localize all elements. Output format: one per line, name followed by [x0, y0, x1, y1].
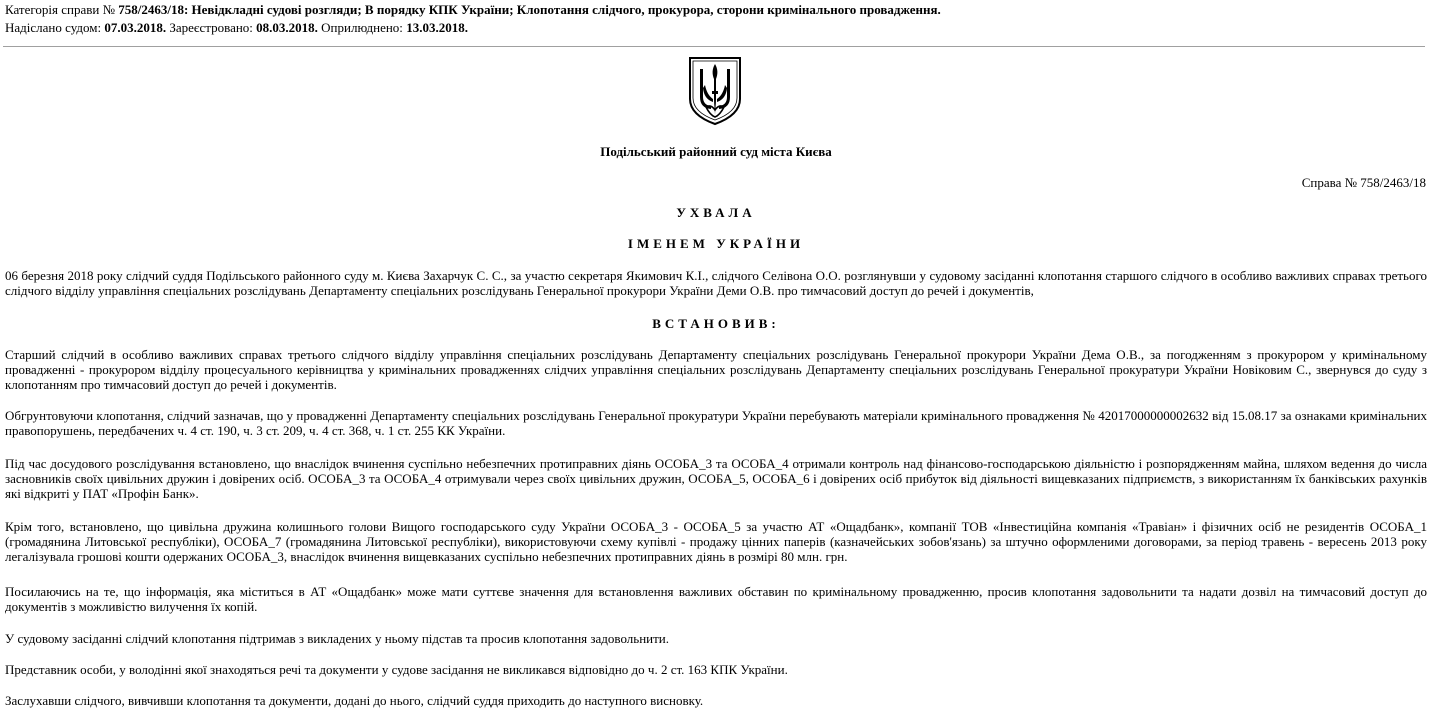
paragraph-investigation: Під час досудового розслідування встановлено, що внаслідок вчинення суспільно небезпечних протиправних діянь ОСОБА_3 та ОСОБА_4 отримали контроль над фінансово-господарською діяльністю і розпорядженням майна, шляхом ведення до числа засновників своїх цивільних дружин і довірених осіб. ОСОБА_3 та ОСОБА_4 отримували через своїх цивільних дружин, ОСОБА_5, ОСОБА_6 і довірених осіб прибуток від діяльності вищевказаних підприємств, з використанням їх банківських рахунків які відкриті у ПАТ «Профін Банк». [5, 456, 1427, 501]
category-label: Категорія справи № [5, 2, 119, 17]
published-date: 13.03.2018. [406, 20, 468, 35]
header-divider [3, 46, 1425, 47]
coat-of-arms-icon [687, 55, 743, 127]
document-meta-header [5, 1, 1427, 37]
sent-date: 07.03.2018. [104, 20, 167, 35]
paragraph-conclusion: Заслухавши слідчого, вивчивши клопотання та документи, додані до нього, слідчий суддя приходить до наступного висновку. [5, 693, 704, 708]
dates-line [5, 19, 1427, 37]
registered-date: 08.03.2018. [256, 20, 318, 35]
established-heading: ВСТАНОВИВ: [652, 316, 780, 331]
category-line [5, 1, 1427, 19]
category-value: 758/2463/18: Невідкладні судові розгляди; В порядку КПК України; Клопотання слідчого, прокурора, сторони кримінального провадження. [118, 2, 941, 17]
paragraph-request: Посилаючись на те, що інформація, яка міститься в АТ «Ощадбанк» може мати суттєве значення для встановлення важливих обставин по кримінальному провадженню, просив клопотання задовольнити та надати дозвіл на тимчасовий доступ до документів з можливістю вилучення їх копій. [5, 584, 1427, 614]
paragraph-claim: Старший слідчий в особливо важливих справах третього слідчого відділу управління спеціальних розслідувань Департаменту спеціальних розслідувань Генеральної прокурори України Дема О.В., за погодженням з прокурором у кримінальному провадженні - прокурором відділу процесуального керівництва у кримінальних провадженнях слідчих управління спеціальних розслідувань Департаменту спеціальних розслідувань Генеральної прокуратури України Новіковим С., звернувся до суду з клопотанням про тимчасовий доступ до речей і документів. [5, 347, 1427, 392]
paragraph-hearing: У судовому засіданні слідчий клопотання підтримав з викладених у ньому підстав та просив клопотання задовольнити. [5, 631, 670, 646]
paragraph-grounds: Обгрунтовуючи клопотання, слідчий зазначав, що у провадженні Департаменту спеціальних розслідувань Генеральної прокуратури України перебувають матеріали кримінального провадження № 42017000000002632 від 15.08.17 за ознаками кримінальних правопорушень, передбачених ч. 4 ст. 190, ч. 3 ст. 209, ч. 4 ст. 368, ч. 1 ст. 255 КК України. [5, 408, 1427, 438]
case-number: Справа № 758/2463/18 [1301, 175, 1426, 190]
ruling-title: УХВАЛА [676, 205, 756, 220]
ruling-subtitle: ІМЕНЕМ УКРАЇНИ [627, 236, 805, 251]
published-label: Оприлюднено: [317, 20, 407, 35]
sent-label: Надіслано судом: [5, 20, 105, 35]
paragraph-legalization: Крім того, встановлено, що цивільна дружина колишнього голови Вищого господарського суду України ОСОБА_3 - ОСОБА_5 за участю АТ «Ощадбанк», компанії ТОВ «Інвестиційна компанія «Травіан» і фізичних осіб не резидентів ОСОБА_1 (громадянина Литовської республіки), ОСОБА_7 (громадянина Литовської республіки), використовуючи схему купівлі - продажу цінних паперів (казначейських зобов'язань) за штучно оформленими договорами, за період травень - вересень 2013 року легалізувала грошові кошти одержаних ОСОБА_3, внаслідок вчинення вищевказаних суспільно небезпечних протиправних діянь в розмірі 80 млн. грн. [5, 519, 1427, 564]
registered-label: Зареєстровано: [166, 20, 257, 35]
court-name: Подільський районний суд міста Києва [600, 144, 832, 159]
paragraph-representative: Представник особи, у володінні якої знаходяться речі та документи у судове засідання не викликався відповідно до ч. 2 ст. 163 КПК України. [5, 662, 788, 677]
intro-paragraph: 06 березня 2018 року слідчий суддя Подільського районного суду м. Києва Захарчук С. С., за участю секретаря Якимович К.І., слідчого Селівона О.О. розглянувши у судовому засіданні клопотання старшого слідчого в особливо важливих справах третього слідчого відділу управління спеціальних розслідувань Департаменту спеціальних розслідувань Генеральної прокурори України Деми О.В. про тимчасовий доступ до речей і документів, [5, 268, 1427, 298]
